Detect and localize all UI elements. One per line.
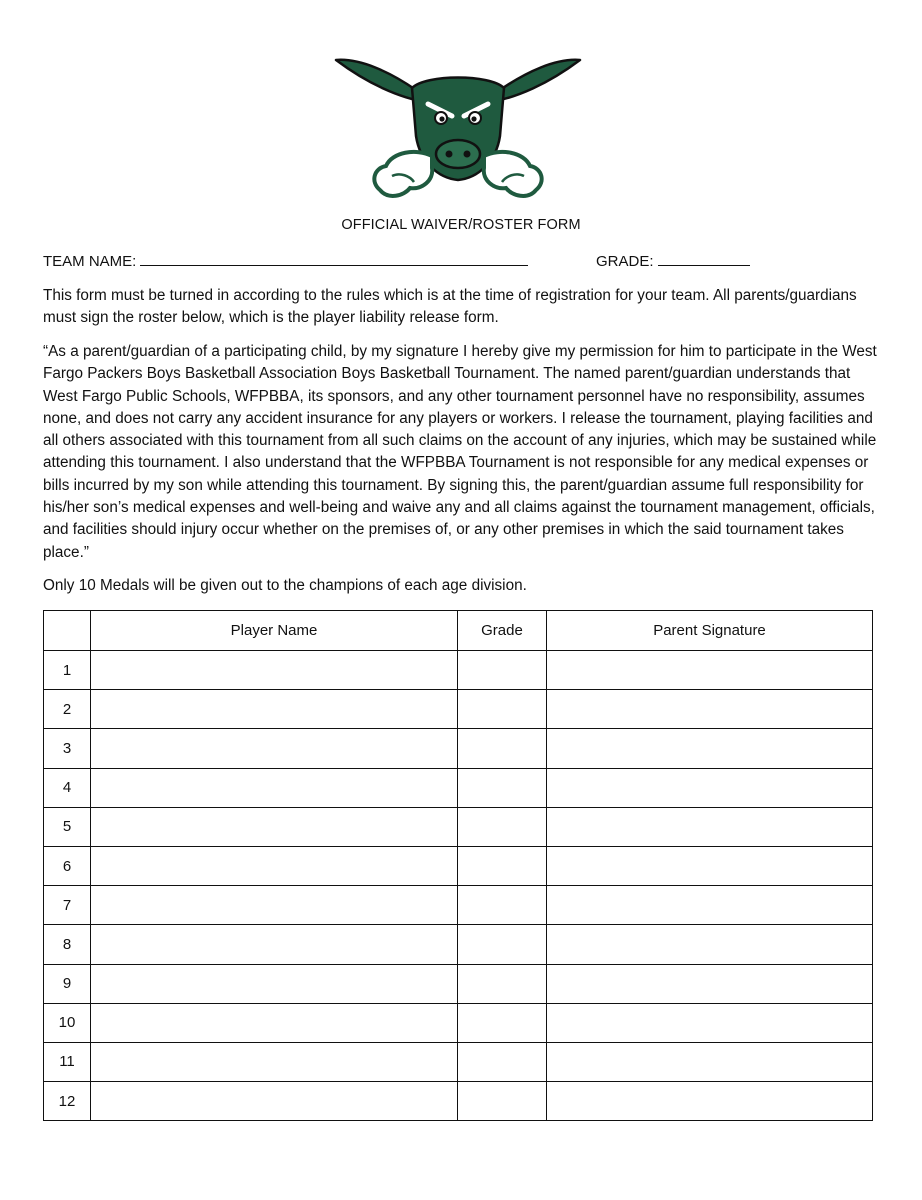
- player-name-cell[interactable]: [91, 1003, 458, 1042]
- table-row: [44, 846, 873, 885]
- row-number: 12: [44, 1082, 91, 1121]
- grade-cell[interactable]: [458, 886, 547, 925]
- parent-signature-cell[interactable]: [547, 886, 873, 925]
- team-name-label: TEAM NAME:: [43, 253, 137, 270]
- team-name-field[interactable]: [43, 251, 528, 270]
- grade-cell[interactable]: [458, 807, 547, 846]
- grade-cell[interactable]: [458, 690, 547, 729]
- player-name-cell[interactable]: [91, 1042, 458, 1081]
- number-column-header: [44, 611, 91, 651]
- row-number: 5: [44, 807, 91, 846]
- grade-cell[interactable]: [458, 964, 547, 1003]
- parent-signature-cell[interactable]: [547, 1042, 873, 1081]
- row-number: 6: [44, 846, 91, 885]
- row-number: 2: [44, 690, 91, 729]
- roster-header-row: [44, 611, 873, 651]
- table-row: [44, 1082, 873, 1121]
- table-row: [44, 925, 873, 964]
- player-name-cell[interactable]: [91, 886, 458, 925]
- table-row: [44, 729, 873, 768]
- table-row: [44, 1042, 873, 1081]
- row-number: 9: [44, 964, 91, 1003]
- row-number: 7: [44, 886, 91, 925]
- grade-cell[interactable]: [458, 846, 547, 885]
- table-row: [44, 964, 873, 1003]
- player-name-cell[interactable]: [91, 768, 458, 807]
- parent-signature-cell[interactable]: [547, 651, 873, 690]
- player-name-cell[interactable]: [91, 1082, 458, 1121]
- grade-cell[interactable]: [458, 1042, 547, 1081]
- player-name-cell[interactable]: [91, 846, 458, 885]
- grade-cell[interactable]: [458, 651, 547, 690]
- parent-signature-column-header: Parent Signature: [547, 611, 873, 651]
- parent-signature-cell[interactable]: [547, 807, 873, 846]
- player-name-cell[interactable]: [91, 690, 458, 729]
- parent-signature-cell[interactable]: [547, 729, 873, 768]
- grade-cell[interactable]: [458, 729, 547, 768]
- row-number: 3: [44, 729, 91, 768]
- parent-signature-cell[interactable]: [547, 964, 873, 1003]
- table-row: [44, 768, 873, 807]
- row-number: 11: [44, 1042, 91, 1081]
- grade-column-header: Grade: [458, 611, 547, 651]
- table-row: [44, 1003, 873, 1042]
- roster-table: [43, 610, 873, 1121]
- longhorn-steer-mascot-icon: [330, 44, 586, 204]
- medals-note: Only 10 Medals will be given out to the champions of each age division.: [43, 577, 527, 594]
- player-name-cell[interactable]: [91, 807, 458, 846]
- team-name-blank[interactable]: [140, 251, 528, 266]
- parent-signature-cell[interactable]: [547, 768, 873, 807]
- player-name-cell[interactable]: [91, 729, 458, 768]
- grade-label: GRADE:: [596, 253, 654, 270]
- parent-signature-cell[interactable]: [547, 1003, 873, 1042]
- grade-field[interactable]: [596, 251, 750, 270]
- row-number: 1: [44, 651, 91, 690]
- player-name-cell[interactable]: [91, 925, 458, 964]
- player-name-cell[interactable]: [91, 651, 458, 690]
- player-name-cell[interactable]: [91, 964, 458, 1003]
- table-row: [44, 886, 873, 925]
- player-name-column-header: Player Name: [91, 611, 458, 651]
- grade-cell[interactable]: [458, 1082, 547, 1121]
- grade-cell[interactable]: [458, 925, 547, 964]
- grade-cell[interactable]: [458, 768, 547, 807]
- row-number: 4: [44, 768, 91, 807]
- table-row: [44, 807, 873, 846]
- grade-cell[interactable]: [458, 1003, 547, 1042]
- grade-blank[interactable]: [658, 251, 750, 266]
- row-number: 10: [44, 1003, 91, 1042]
- parent-signature-cell[interactable]: [547, 925, 873, 964]
- waiver-paragraph: “As a parent/guardian of a participating child, by my signature I hereby give my permission for him to participate in the West Fargo Packers Boys Basketball Association Boys Basketball Tournament. The named parent/guardian understands that West Fargo Public Schools, WFPBBA, its sponsors, and any other tournament personnel have no responsibility, assumes none, and does not carry any accident insurance for any players or workers. I release the tournament, playing facilities and all others associated with this tournament from all such claims on the account of any injuries, which may be sustained while attending this tournament. I also understand that the WFPBBA Tournament is not responsible for any medical expenses or bills incurred by my son while attending this tournament. By signing this, the parent/guardian assume full responsibility for his/her son’s medical expenses and well-being and waive any and all claims against the tournament management, officials, and facilities should injury occur whether on the premises of, or any other premises in which the said tournament takes place.”: [43, 343, 877, 561]
- parent-signature-cell[interactable]: [547, 846, 873, 885]
- parent-signature-cell[interactable]: [547, 690, 873, 729]
- row-number: 8: [44, 925, 91, 964]
- intro-paragraph: This form must be turned in according to the rules which is at the time of registration for your team. All parents/guardians must sign the roster below, which is the player liability release form.: [43, 287, 857, 327]
- table-row: [44, 651, 873, 690]
- form-title: OFFICIAL WAIVER/ROSTER FORM: [341, 217, 581, 233]
- table-row: [44, 690, 873, 729]
- parent-signature-cell[interactable]: [547, 1082, 873, 1121]
